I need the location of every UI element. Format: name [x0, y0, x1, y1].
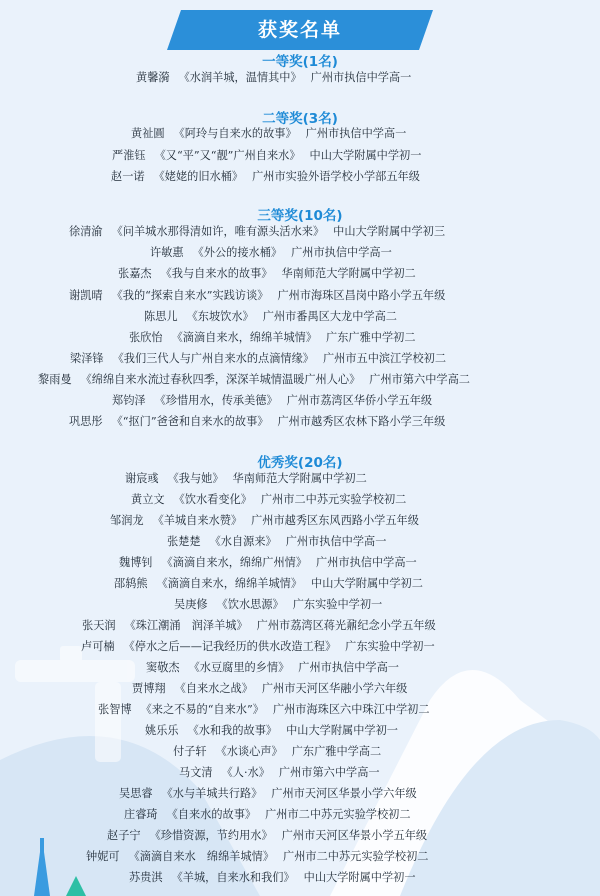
list-item: 黄立文 《饮水看变化》 广州市二中苏元实验学校初二	[131, 493, 407, 506]
list-item: 魏博钊 《滴滴自来水，绵绵广州情》 广州市执信中学高一	[119, 556, 417, 569]
list-item: 赵一诺 《姥姥的旧水桶》 广州市实验外语学校小学部五年级	[111, 170, 420, 183]
list-item: 付子轩 《水谈心声》 广东广雅中学高二	[173, 745, 382, 758]
section-title-third-prize: 三等奖(10名)	[257, 208, 343, 224]
section-title-second-prize: 二等奖(3名)	[262, 111, 338, 127]
list-item: 黄祉圓 《阿玲与自来水的故事》 广州市执信中学高一	[131, 127, 407, 140]
list-item: 吴思睿 《水与羊城共行路》 广州市天河区华景小学六年级	[119, 787, 417, 800]
list-item: 邹润龙 《羊城自来水赞》 广州市越秀区东风西路小学五年级	[110, 514, 419, 527]
list-item: 许敏惠 《外公的接水桶》 广州市执信中学高一	[150, 246, 392, 259]
list-item: 姚乐乐 《水和我的故事》 中山大学附属中学初一	[145, 724, 398, 737]
list-item: 张欣怡 《滴滴自来水，绵绵羊城情》 广东广雅中学初二	[129, 331, 416, 344]
list-item: 巩思彤 《“抠门”爸爸和自来水的故事》 广州市越秀区农林下路小学三年级	[69, 415, 446, 428]
list-item: 赵子宁 《珍惜资源，节约用水》 广州市天河区华景小学五年级	[107, 829, 428, 842]
list-item: 郑钧泽 《珍惜用水，传承美德》 广州市荔湾区华侨小学五年级	[112, 394, 433, 407]
list-item: 卢可楠 《停水之后——记我经历的供水改造工程》 广东实验中学初一	[81, 640, 435, 653]
list-item: 徐清渝 《问羊城水那得清如许，唯有源头活水来》 中山大学附属中学初三	[69, 225, 446, 238]
list-item: 张天润 《珠江潮涌 润泽羊城》 广州市荔湾区蒋光鼐纪念小学五年级	[82, 619, 436, 632]
list-item: 窦敬杰 《水豆腐里的乡情》 广州市执信中学高一	[146, 661, 399, 674]
list-item: 张楚楚 《水自源来》 广州市执信中学高一	[167, 535, 387, 548]
list-item: 黄馨漪 《水润羊城，温情其中》 广州市执信中学高一	[136, 71, 412, 84]
section-title-first-prize: 一等奖(1名)	[262, 54, 338, 70]
page-title: 获奖名单	[257, 19, 342, 41]
list-item: 钟妮可 《滴滴自来水 绵绵羊城情》 广州市二中苏元实验学校初二	[86, 850, 429, 863]
list-item: 严淮钰 《又“平”又“靓”广州自来水》 中山大学附属中学初一	[112, 149, 422, 162]
list-item: 苏贵淇 《羊城，自来水和我们》 中山大学附属中学初一	[129, 871, 416, 884]
list-item: 邵鸫熊 《滴滴自来水，绵绵羊城情》 中山大学附属中学初二	[114, 577, 423, 590]
list-item: 庄睿琦 《自来水的故事》 广州市二中苏元实验学校初二	[124, 808, 411, 821]
list-item: 张嘉杰 《我与自来水的故事》 华南师范大学附属中学初二	[118, 267, 416, 280]
list-item: 贾博翔 《自来水之战》 广州市天河区华融小学六年级	[132, 682, 408, 695]
list-item: 黎雨曼 《绵绵自来水流过春秋四季，深深羊城情温暖广州人心》 广州市第六中学高二	[38, 373, 470, 386]
list-item: 梁泽锋 《我们三代人与广州自来水的点滴情缘》 广州市五中滨江学校初二	[70, 352, 447, 365]
list-item: 马文清 《人·水》 广州市第六中学高一	[179, 766, 380, 779]
list-item: 谢凯晴 《我的“探索自来水”实践访谈》 广州市海珠区昌岗中路小学五年级	[69, 289, 446, 302]
list-item: 陈思儿 《东坡饮水》 广州市番禺区大龙中学高二	[144, 310, 397, 323]
title-banner	[167, 10, 433, 50]
list-item: 张智博 《来之不易的“自来水”》 广州市海珠区六中珠江中学初二	[98, 703, 430, 716]
section-title-excellence-award: 优秀奖(20名)	[257, 455, 343, 471]
list-item: 吴庚修 《饮水思源》 广东实验中学初一	[174, 598, 383, 611]
list-item: 谢宸彧 《我与她》 华南师范大学附属中学初二	[125, 472, 367, 485]
